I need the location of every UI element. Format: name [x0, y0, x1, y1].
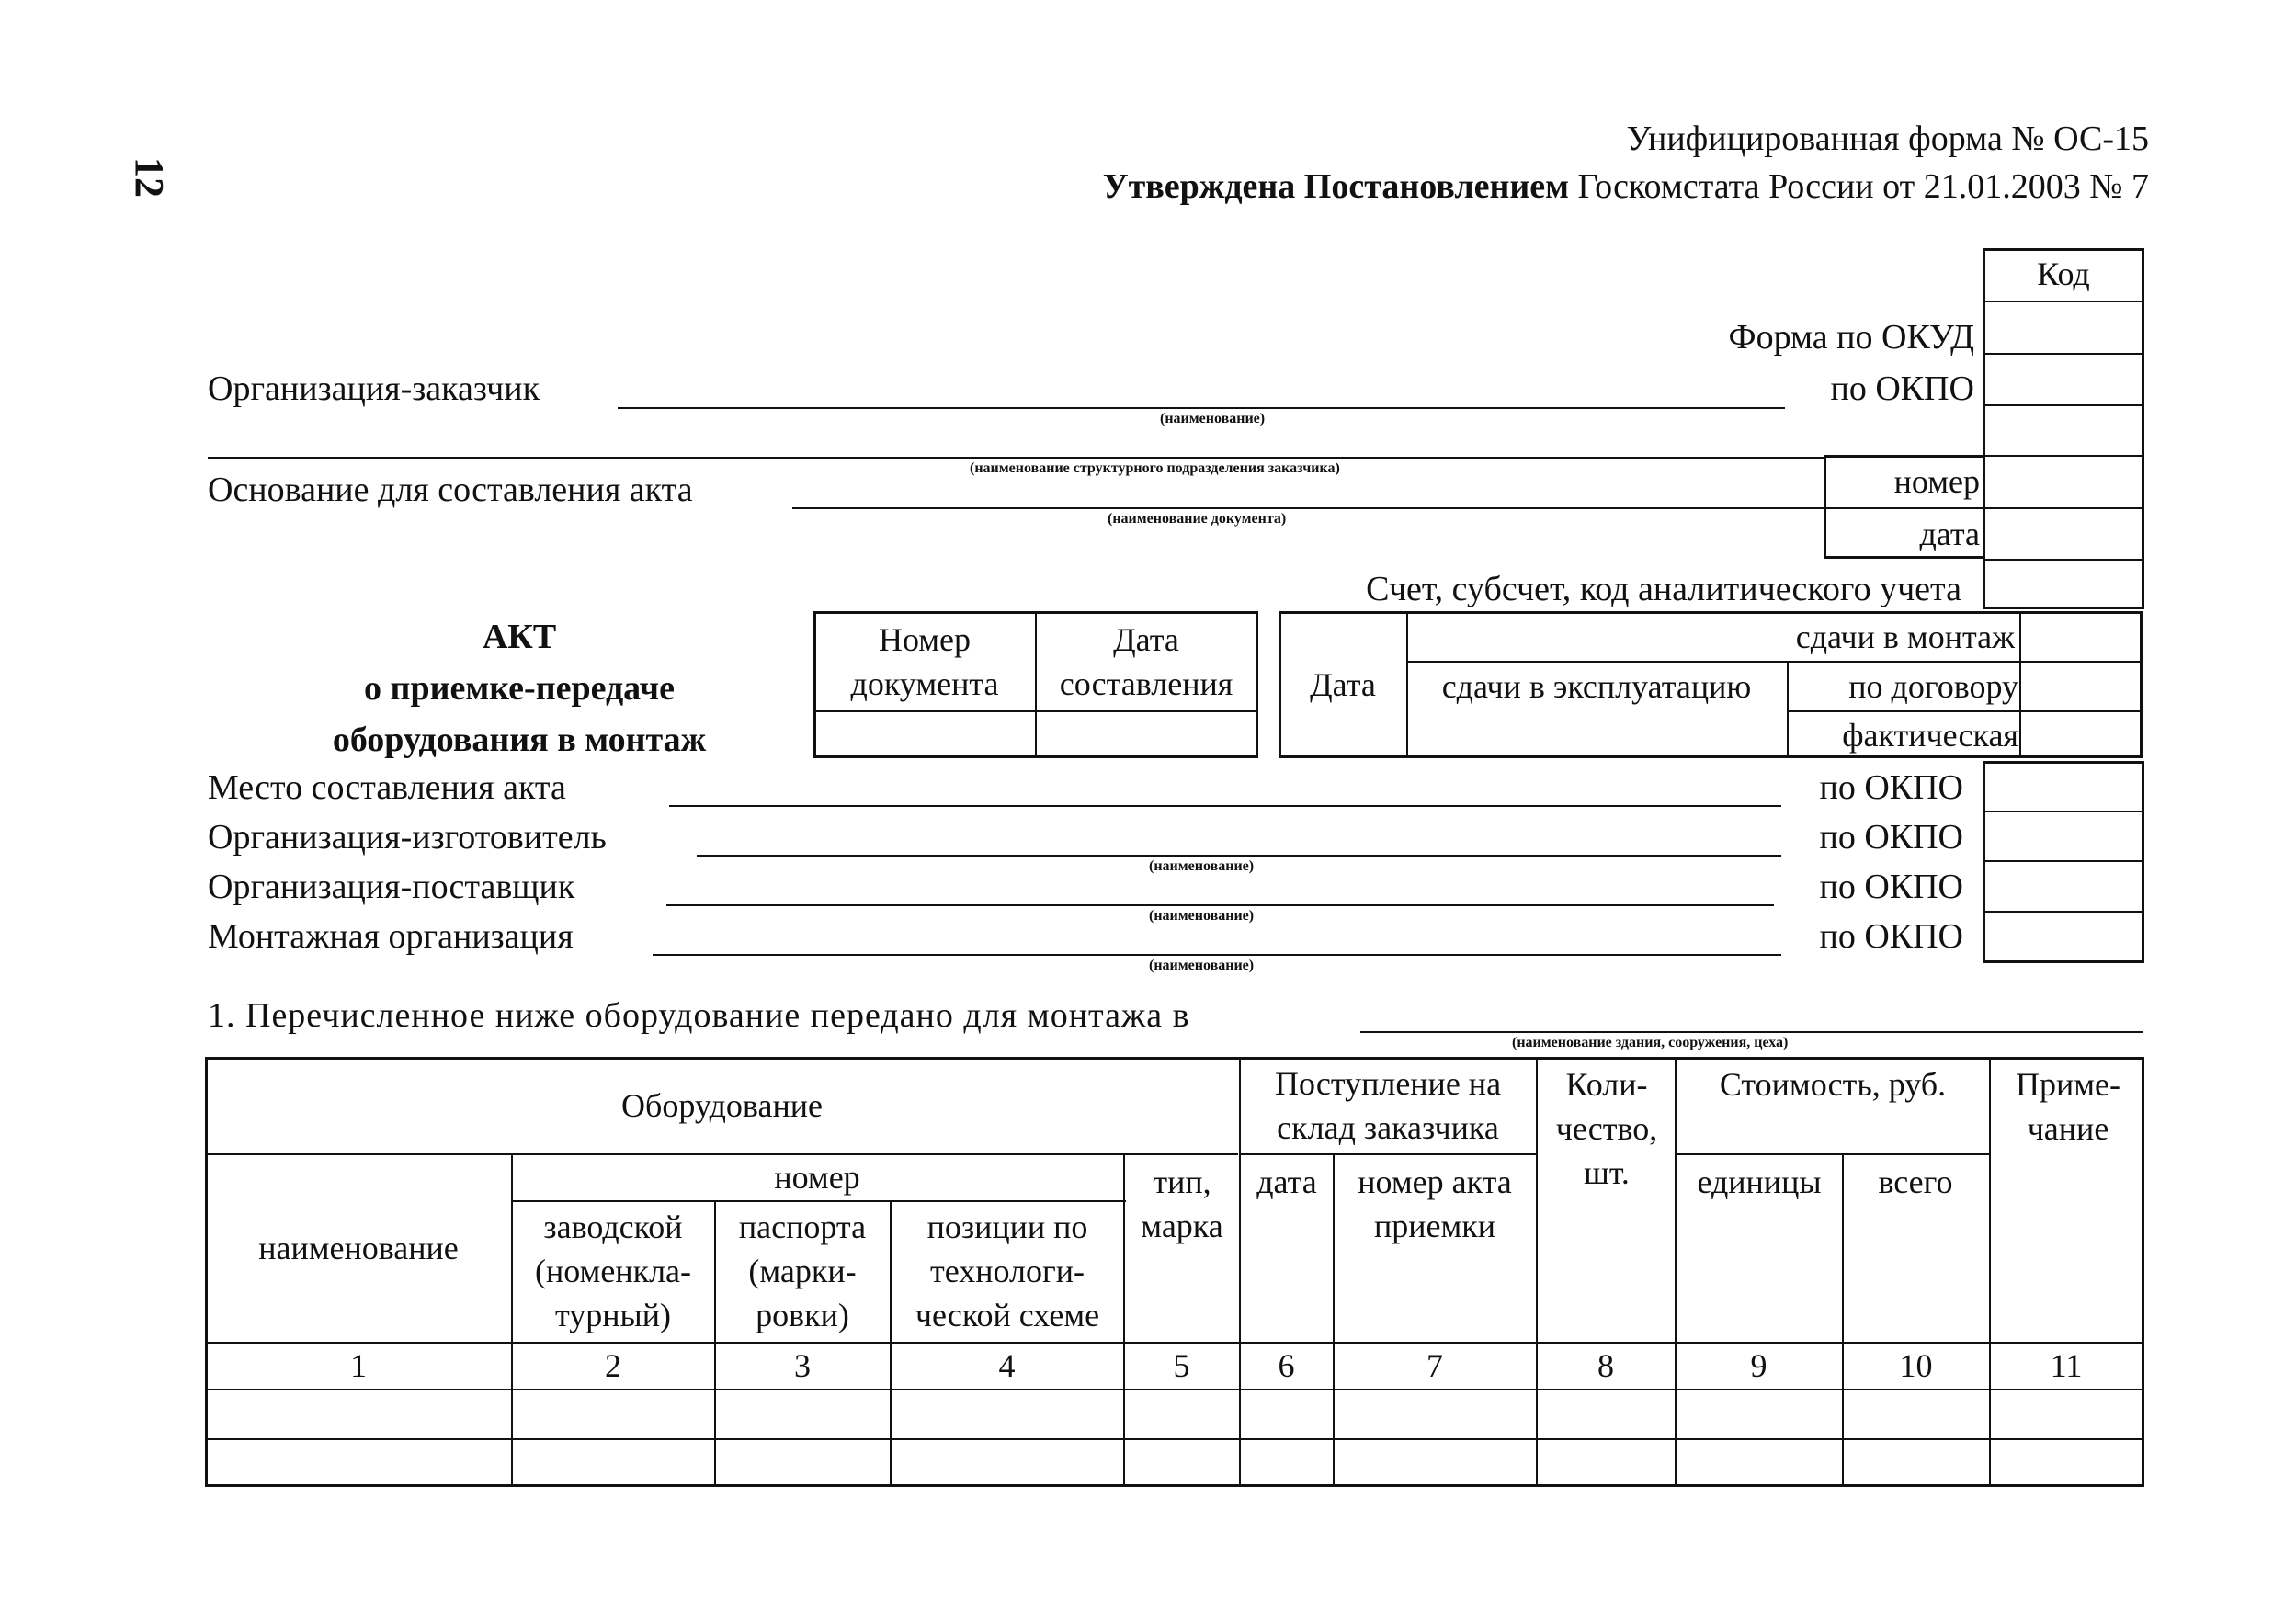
basis-date-label: дата [1919, 515, 1980, 552]
col-equipment-header: Оборудование [621, 1087, 823, 1124]
division-caption: (наименование структурного подразделения заказчика) [970, 460, 1340, 476]
division-field[interactable] [208, 457, 1825, 459]
col-number-6: 6 [1278, 1347, 1295, 1384]
page-number: 12 [127, 157, 172, 198]
place-field[interactable] [669, 805, 1781, 807]
col-cost-header: Стоимость, руб. [1719, 1066, 1947, 1103]
supplier-caption: (наименование) [1149, 908, 1255, 924]
col-number-9: 9 [1750, 1347, 1767, 1384]
customer-field[interactable] [618, 407, 1785, 409]
col-position-header: позиции по технологи-ческой схеме [915, 1209, 1100, 1333]
col-unit-header: единицы [1697, 1163, 1822, 1200]
customer-caption: (наименование) [1160, 411, 1266, 426]
col-number-4: 4 [998, 1347, 1016, 1384]
section1-text: 1. Перечисленное ниже оборудование передано для монтажа в [208, 996, 1190, 1035]
col-type-header: тип, марка [1141, 1163, 1223, 1244]
act-title-3: оборудования в монтаж [332, 721, 707, 759]
okpo-installer: по ОКПО [1819, 917, 1963, 956]
col-receipt-date-header: дата [1256, 1163, 1317, 1200]
okpo-supplier: по ОКПО [1819, 868, 1963, 906]
col-number-1: 1 [350, 1347, 367, 1384]
okpo-manufacturer: по ОКПО [1819, 818, 1963, 857]
to-mount-header: сдачи в монтаж [1795, 618, 2015, 655]
col-factory-header: заводской (номенкла-турный) [534, 1209, 691, 1333]
customer-label: Организация-заказчик [208, 369, 540, 408]
col-number-2: 2 [605, 1347, 621, 1384]
form-number: Унифицированная форма № ОС-15 [1626, 119, 2149, 158]
doc-date-header: Дата составления [1059, 621, 1233, 702]
col-note-header: Приме-чание [2015, 1066, 2120, 1147]
act-title-2: о приемке-передаче [364, 669, 675, 708]
approval-bold: Утверждена Постановлением [1102, 167, 1570, 206]
col-name-header: наименование [258, 1230, 459, 1266]
col-number-3: 3 [794, 1347, 811, 1384]
basis-caption: (наименование документа) [1108, 511, 1287, 527]
okpo-place: по ОКПО [1819, 768, 1963, 807]
col-number-11: 11 [2050, 1347, 2083, 1384]
approval-line [1103, 165, 2149, 208]
col-qty-header: Коли-чество, шт. [1555, 1066, 1658, 1191]
supplier-field[interactable] [666, 904, 1774, 906]
col-passport-header: паспорта (марки-ровки) [738, 1209, 867, 1333]
okpo-label-customer: по ОКПО [1830, 369, 1974, 408]
doc-number-header: Номер документа [850, 621, 999, 702]
col-receipt-header: Поступление на склад заказчика [1274, 1065, 1502, 1146]
manufacturer-label: Организация-изготовитель [208, 818, 607, 857]
place-code-boxes [1983, 761, 2144, 963]
installer-caption: (наименование) [1149, 958, 1255, 973]
okud-label: Форма по ОКУД [1728, 318, 1974, 357]
basis-number-label: номер [1893, 462, 1980, 500]
installer-field[interactable] [653, 954, 1781, 956]
col-number-8: 8 [1597, 1347, 1614, 1384]
supplier-label: Организация-поставщик [208, 868, 575, 906]
col-total-header: всего [1878, 1163, 1953, 1200]
manufacturer-field[interactable] [697, 855, 1781, 857]
section1-caption: (наименование здания, сооружения, цеха) [1512, 1035, 1789, 1050]
section1-field[interactable] [1360, 1031, 2143, 1033]
col-number-7: 7 [1426, 1347, 1443, 1384]
col-number-10: 10 [1899, 1347, 1933, 1384]
approval-rest: Госкомстата России от 21.01.2003 № 7 [1577, 167, 2149, 206]
installer-label: Монтажная организация [208, 917, 574, 956]
manufacturer-caption: (наименование) [1149, 858, 1255, 874]
basis-label: Основание для составления акта [208, 471, 693, 509]
col-receipt-act-header: номер акта приемки [1358, 1163, 1512, 1244]
table-row[interactable] [207, 1390, 2143, 1437]
to-operation-header: сдачи в эксплуатацию [1441, 668, 1752, 705]
act-title [276, 611, 763, 766]
basis-field[interactable] [792, 507, 1825, 509]
by-contract-header: по договору [1848, 668, 2018, 705]
actual-header: фактическая [1842, 717, 2018, 754]
account-label: Счет, субсчет, код аналитического учета [1366, 570, 1961, 608]
code-header: Код [2037, 255, 2090, 292]
col-number-header: номер [774, 1159, 860, 1196]
date-header: Дата [1310, 666, 1376, 703]
act-title-1: АКТ [482, 618, 557, 656]
table-row[interactable] [207, 1440, 2143, 1485]
place-label: Место составления акта [208, 768, 566, 807]
col-number-5: 5 [1173, 1347, 1190, 1384]
